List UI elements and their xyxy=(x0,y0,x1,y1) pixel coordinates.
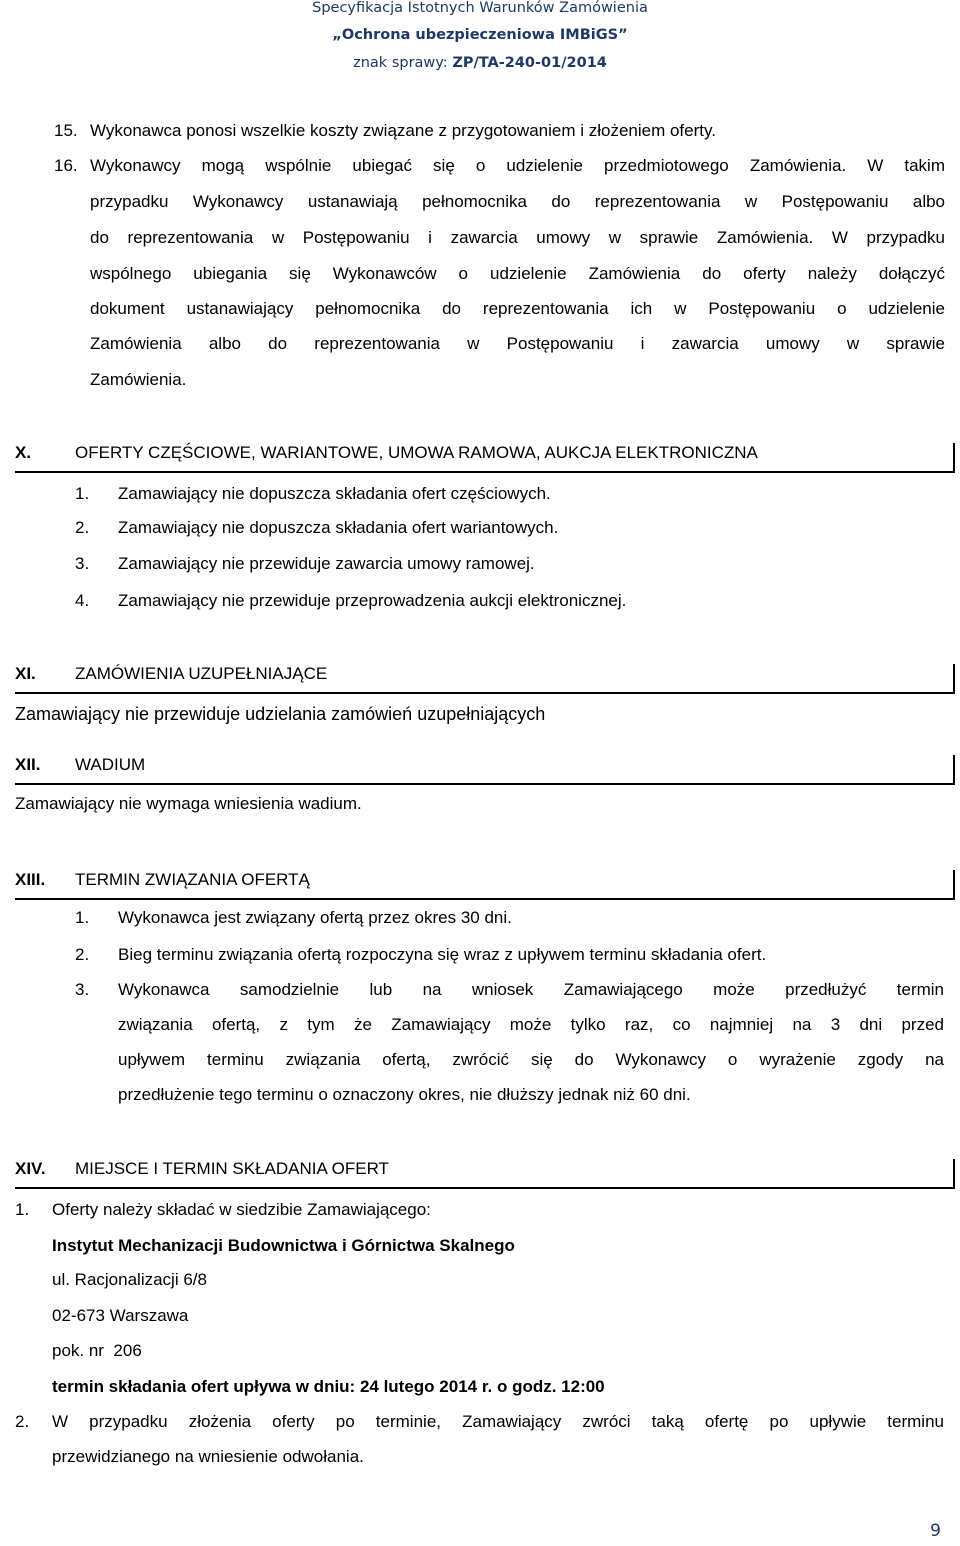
section-heading-x xyxy=(15,443,955,473)
section-number: XII. xyxy=(15,755,41,774)
item-text: Zamawiający nie przewiduje przeprowadzenia aukcji elektronicznej. xyxy=(118,591,627,610)
section-title: TERMIN ZWIĄZANIA OFERTĄ xyxy=(75,870,310,889)
item-number: 1. xyxy=(75,908,90,927)
paragraph-line: Zamówienia. xyxy=(90,370,187,389)
item-text: Zamawiający nie przewiduje zawarcia umowy ramowej. xyxy=(118,554,535,573)
case-number-label: znak sprawy: xyxy=(353,55,453,71)
item-number: 3. xyxy=(75,980,90,999)
paragraph-line: wspólnego ubiegania się Wykonawców o udzielenie Zamówienia do oferty należy dołączyć xyxy=(90,264,945,283)
paragraph-line: Wykonawca samodzielnie lub na wniosek Zamawiającego może przedłużyć termin xyxy=(118,980,944,999)
section-title: ZAMÓWIENIA UZUPEŁNIAJĄCE xyxy=(75,664,328,683)
room-number: pok. nr 206 xyxy=(52,1341,142,1360)
section-text: Zamawiający nie przewiduje udzielania zamówień uzupełniających xyxy=(15,704,546,724)
case-number-value: ZP/TA-240-01/2014 xyxy=(452,55,607,71)
item-text: Bieg terminu związania ofertą rozpoczyna się wraz z upływem terminu składania ofert. xyxy=(118,945,767,964)
item-number: 15. xyxy=(54,121,78,140)
item-number: 1. xyxy=(15,1200,30,1219)
item-text: Wykonawca ponosi wszelkie koszty związane z przygotowaniem i złożeniem oferty. xyxy=(90,121,716,140)
paragraph-line: Zamówienia albo do reprezentowania w Postępowaniu i zawarcia umowy w sprawie xyxy=(90,334,945,353)
item-number: 2. xyxy=(75,518,90,537)
item-text: Zamawiający nie dopuszcza składania ofert wariantowych. xyxy=(118,518,559,537)
item-text: Wykonawca jest związany ofertą przez okres 30 dni. xyxy=(118,908,512,927)
institution-name: Instytut Mechanizacji Budownictwa i Górnictwa Skalnego xyxy=(52,1236,515,1255)
section-title: WADIUM xyxy=(75,755,146,774)
section-heading-xi xyxy=(15,664,955,694)
section-number: X. xyxy=(15,443,32,462)
item-number: 3. xyxy=(75,554,90,573)
paragraph-line: związania ofertą, z tym że Zamawiający może tylko raz, co najmniej na 3 dni przed xyxy=(118,1015,944,1034)
section-number: XIV. xyxy=(15,1159,46,1178)
section-title: MIEJSCE I TERMIN SKŁADANIA OFERT xyxy=(75,1159,389,1178)
section-number: XI. xyxy=(15,664,36,683)
paragraph-line: W przypadku złożenia oferty po terminie, Zamawiający zwróci taką ofertę po upływie terminu xyxy=(52,1412,944,1431)
paragraph-line: do reprezentowania w Postępowaniu i zawarcia umowy w sprawie Zamówienia. W przypadku xyxy=(90,228,945,247)
header-case-number xyxy=(0,55,960,71)
section-heading-xii xyxy=(15,755,955,785)
item-text: Zamawiający nie dopuszcza składania ofert częściowych. xyxy=(118,484,551,503)
section-text: Zamawiający nie wymaga wniesienia wadium. xyxy=(15,794,362,813)
submission-deadline: termin składania ofert upływa w dniu: 24 lutego 2014 r. o godz. 12:00 xyxy=(52,1377,605,1396)
paragraph-line: Wykonawcy mogą wspólnie ubiegać się o udzielenie przedmiotowego Zamówienia. W takim xyxy=(90,156,945,175)
section-title: OFERTY CZĘŚCIOWE, WARIANTOWE, UMOWA RAMOWA, AUKCJA ELEKTRONICZNA xyxy=(75,443,758,462)
paragraph-line: przewidzianego na wniesienie odwołania. xyxy=(52,1447,364,1466)
item-number: 16. xyxy=(54,156,78,175)
section-heading-xiv xyxy=(15,1159,955,1189)
city-address: 02-673 Warszawa xyxy=(52,1306,189,1325)
header-title: Specyfikacja Istotnych Warunków Zamówienia xyxy=(312,0,648,16)
paragraph-line: przypadku Wykonawcy ustanawiają pełnomocnika do reprezentowania w Postępowaniu albo xyxy=(90,192,945,211)
paragraph-line: upływem terminu związania ofertą, zwrócić się do Wykonawcy o wyrażenie zgody na xyxy=(118,1050,944,1069)
page-number: 9 xyxy=(930,1521,941,1541)
section-number: XIII. xyxy=(15,870,46,889)
paragraph-line: przedłużenie tego terminu o oznaczony okres, nie dłuższy jednak niż 60 dni. xyxy=(118,1085,691,1104)
item-text: Oferty należy składać w siedzibie Zamawiającego: xyxy=(52,1200,431,1219)
item-number: 1. xyxy=(75,484,90,503)
item-number: 2. xyxy=(15,1412,30,1431)
item-number: 4. xyxy=(75,591,90,610)
section-heading-xiii xyxy=(15,870,955,900)
street-address: ul. Racjonalizacji 6/8 xyxy=(52,1270,207,1289)
item-number: 2. xyxy=(75,945,90,964)
paragraph-line: dokument ustanawiający pełnomocnika do reprezentowania ich w Postępowaniu o udzielenie xyxy=(90,299,945,318)
header-subtitle: „Ochrona ubezpieczeniowa IMBiGS” xyxy=(332,27,628,43)
